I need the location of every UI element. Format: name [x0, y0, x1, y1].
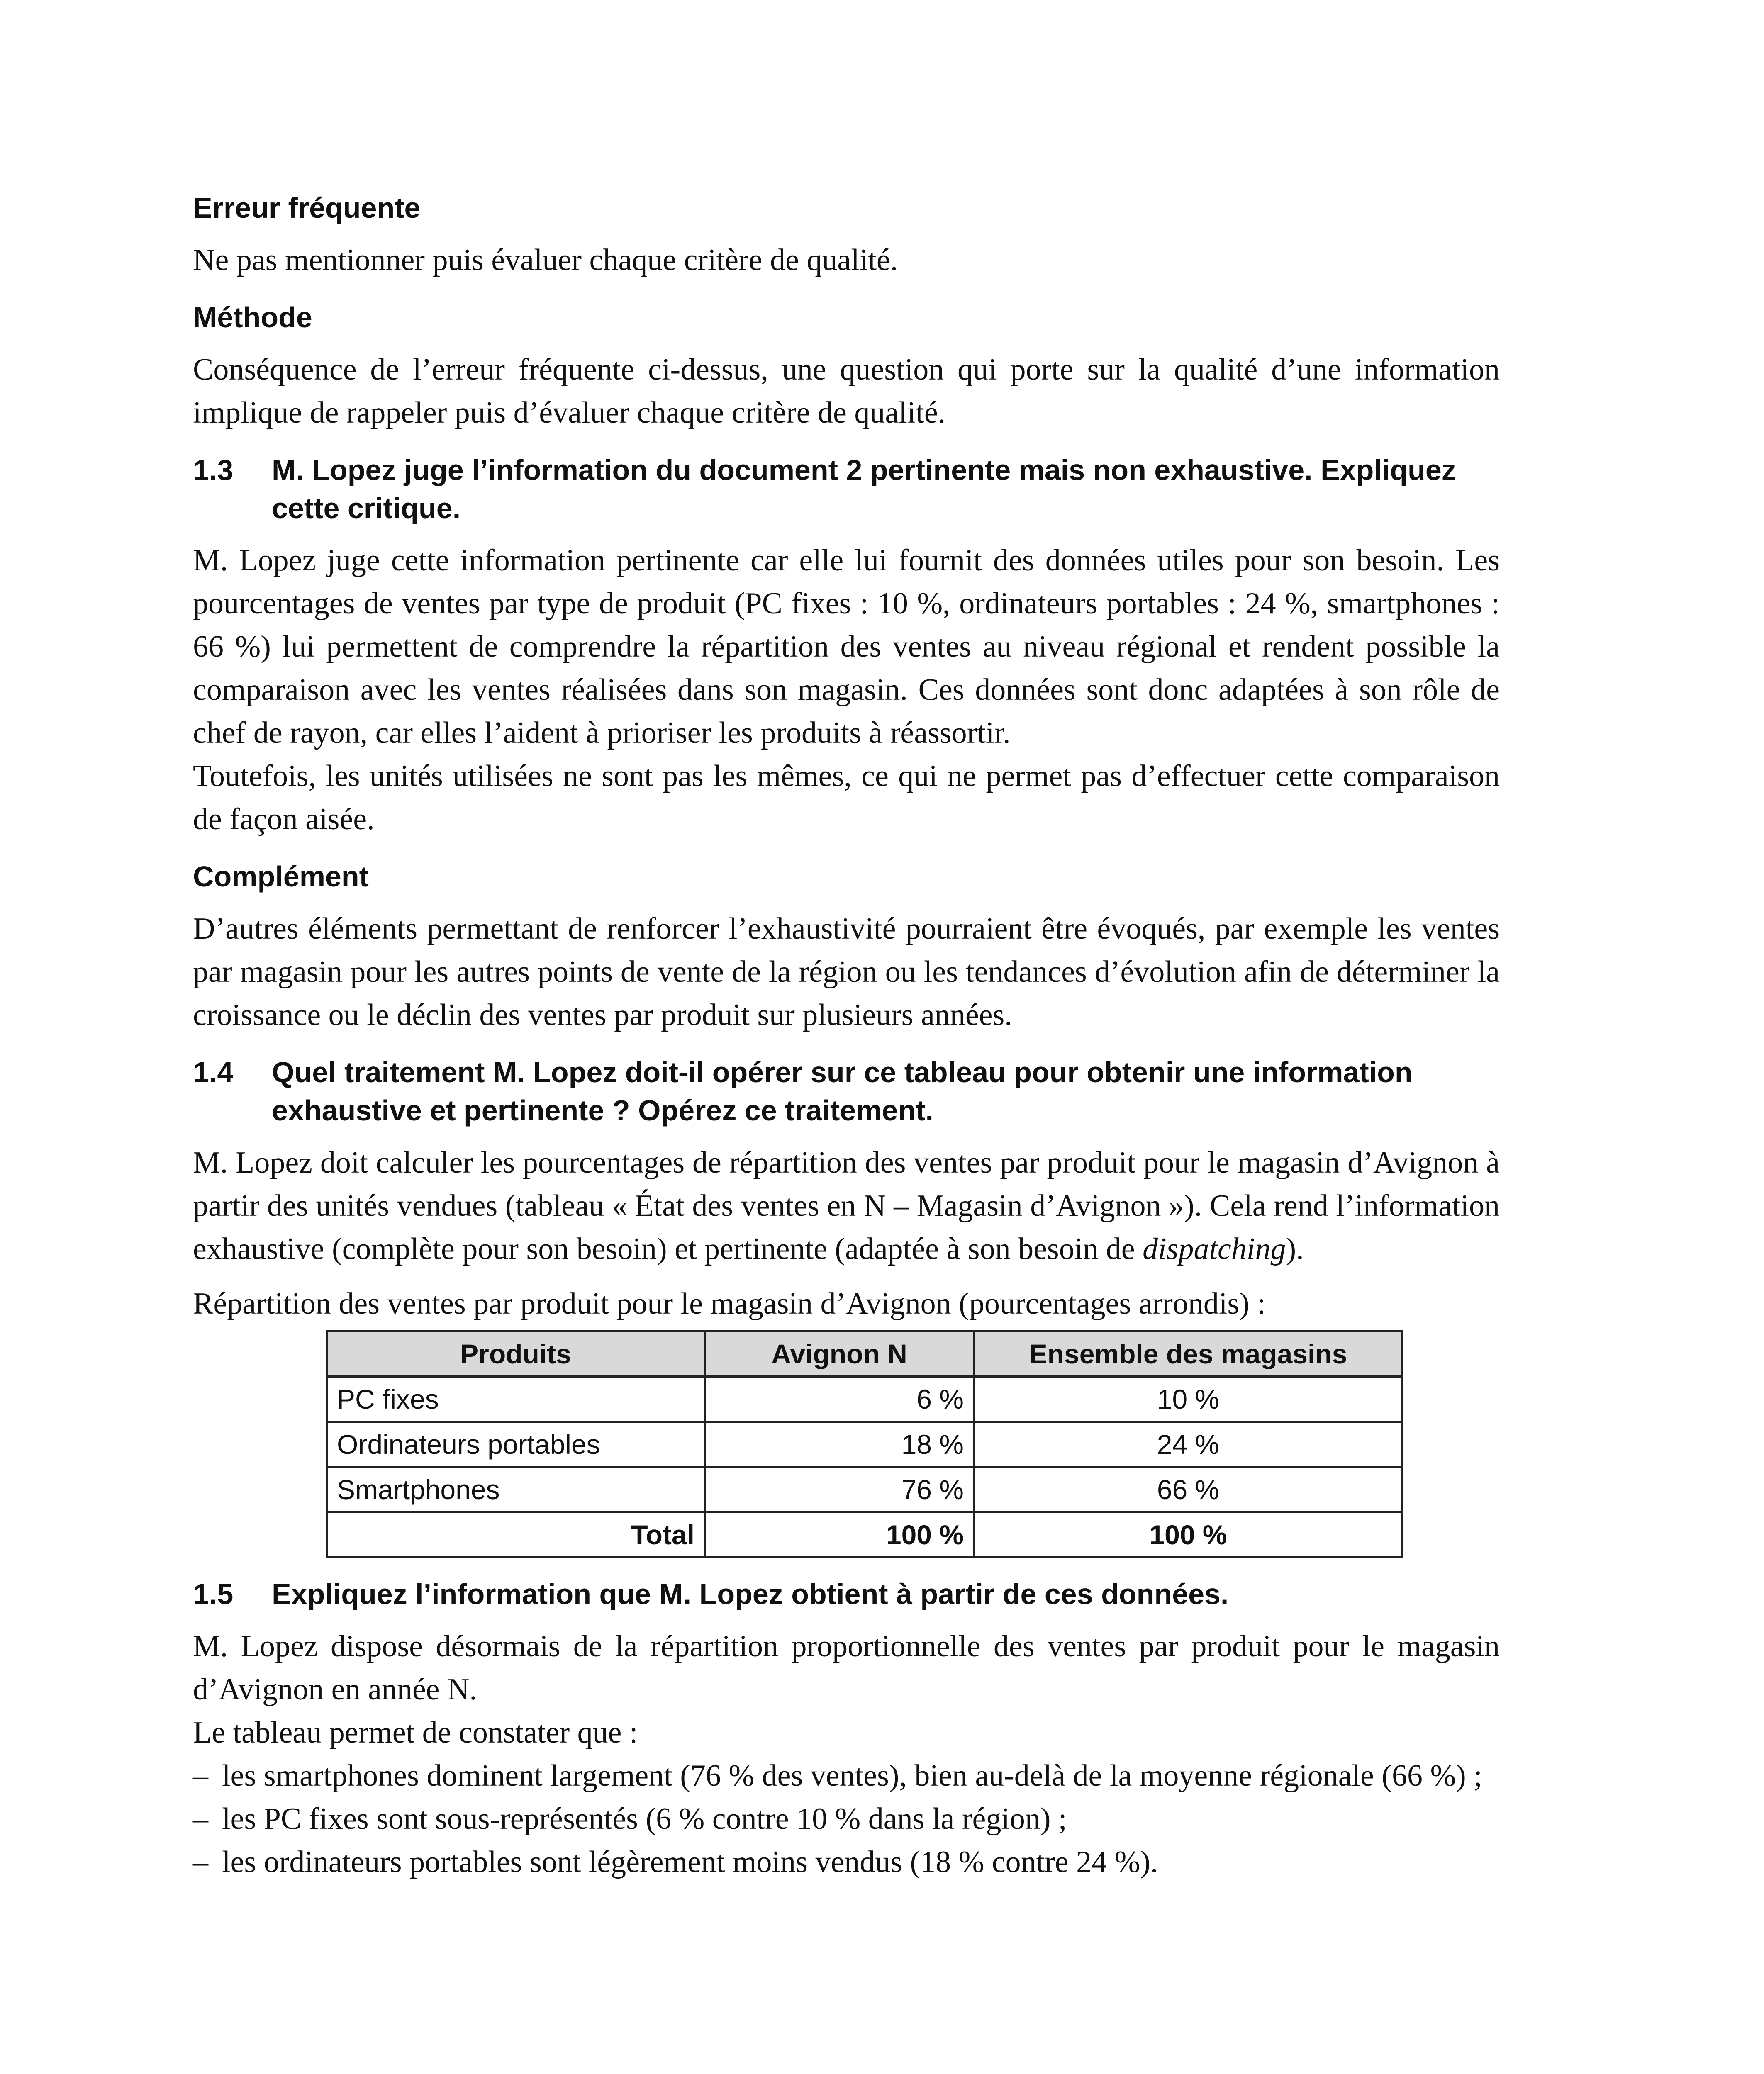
dispatching-term: dispatching — [1143, 1232, 1286, 1266]
answer-1-5-paragraph-2: Le tableau permet de constater que : — [193, 1716, 638, 1750]
question-number: 1.5 — [193, 1578, 234, 1610]
answer-1-4-text-end: ). — [1286, 1232, 1304, 1266]
question-text: M. Lopez juge l’information du document 2 pertinente mais non exhaustive. Expliquez cette critique. — [272, 454, 1456, 524]
table-caption: Répartition des ventes par produit pour le magasin d’Avignon (pourcentages arrondis) : — [193, 1287, 1266, 1321]
methode-title: Méthode — [193, 301, 312, 333]
question-number: 1.3 — [193, 454, 234, 486]
dash-marker: – — [193, 1802, 208, 1836]
answer-1-5-paragraph-1: M. Lopez dispose désormais de la répartition proportionnelle des ventes par produit pour le magasin d’Avignon en année N. — [193, 1629, 1500, 1706]
answer-1-3-paragraph-2: Toutefois, les unités utilisées ne sont pas les mêmes, ce qui ne permet pas d’effectuer cette comparaison de façon aisée. — [193, 759, 1500, 836]
erreur-title: Erreur fréquente — [193, 192, 421, 224]
dash-marker: – — [193, 1759, 208, 1793]
sales-distribution-table — [326, 1330, 1403, 1558]
question-number: 1.4 — [193, 1056, 234, 1088]
row-ensemble-value: 10 % — [974, 1377, 1403, 1422]
row-product: Ordinateurs portables — [327, 1422, 705, 1467]
question-text: Expliquez l’information que M. Lopez obtient à partir de ces données. — [272, 1578, 1229, 1610]
row-product: PC fixes — [327, 1377, 705, 1422]
answer-1-4-paragraph — [193, 1141, 1500, 1271]
question-1-5 — [193, 1575, 1500, 1613]
table-total-row — [327, 1512, 1403, 1558]
complement-text: D’autres éléments permettant de renforcer l’exhaustivité pourraient être évoqués, par exemple les ventes par magasin pour les autres points de vente de la région ou les tendances d’évolution afin de déterminer la croissance ou le déclin des ventes par produit sur plusieurs années. — [193, 912, 1500, 1032]
row-product: Smartphones — [327, 1467, 705, 1512]
row-avignon-value: 18 % — [705, 1422, 974, 1467]
answer-1-4-text-start: M. Lopez doit calculer les pourcentages de répartition des ventes par produit pour le magasin d’Avignon à partir des unités vendues (tableau « État des ventes en N – Magasin d’Avignon »). Cela rend l’information exhaustive (complète pour son besoin) et pertinente (adaptée à son besoin de — [193, 1146, 1500, 1266]
dash-marker: – — [193, 1845, 208, 1879]
row-ensemble-value: 66 % — [974, 1467, 1403, 1512]
list-item — [193, 1840, 1500, 1884]
table-row — [327, 1467, 1403, 1512]
question-1-4 — [193, 1053, 1500, 1130]
total-avignon-value: 100 % — [705, 1512, 974, 1558]
header-avignon: Avignon N — [705, 1332, 974, 1377]
row-avignon-value: 6 % — [705, 1377, 974, 1422]
total-ensemble-value: 100 % — [974, 1512, 1403, 1558]
list-item-text: les PC fixes sont sous-représentés (6 % contre 10 % dans la région) ; — [222, 1802, 1067, 1836]
total-label: Total — [327, 1512, 705, 1558]
question-1-3 — [193, 451, 1500, 527]
list-item-text: les ordinateurs portables sont légèrement moins vendus (18 % contre 24 %). — [222, 1845, 1158, 1879]
erreur-text: Ne pas mentionner puis évaluer chaque critère de qualité. — [193, 243, 898, 277]
answer-1-3-paragraph-1: M. Lopez juge cette information pertinente car elle lui fournit des données utiles pour son besoin. Les pourcentages de ventes par type de produit (PC fixes : 10 %, ordinateurs portables : 24 %, smartphones : 66 %) lui permettent de comprendre la répartition des ventes au niveau régional et rendent possible la comparaison avec les ventes réalisées dans son magasin. Ces données sont donc adaptées à son rôle de chef de rayon, car elles l’aident à prioriser les produits à réassortir. — [193, 543, 1500, 750]
row-avignon-value: 76 % — [705, 1467, 974, 1512]
question-text: Quel traitement M. Lopez doit-il opérer sur ce tableau pour obtenir une information exhaustive et pertinente ? Opérez ce traitement. — [272, 1056, 1413, 1127]
table-header-row — [327, 1332, 1403, 1377]
list-item-text: les smartphones dominent largement (76 % des ventes), bien au-delà de la moyenne régionale (66 %) ; — [222, 1759, 1482, 1793]
methode-text: Conséquence de l’erreur fréquente ci-dessus, une question qui porte sur la qualité d’une information implique de rappeler puis d’évaluer chaque critère de qualité. — [193, 353, 1500, 430]
row-ensemble-value: 24 % — [974, 1422, 1403, 1467]
complement-title: Complément — [193, 860, 369, 893]
table-row — [327, 1422, 1403, 1467]
page-content — [193, 189, 1500, 1884]
list-item — [193, 1754, 1500, 1797]
header-produits: Produits — [327, 1332, 705, 1377]
table-row — [327, 1377, 1403, 1422]
header-ensemble: Ensemble des magasins — [974, 1332, 1403, 1377]
list-item — [193, 1797, 1500, 1840]
